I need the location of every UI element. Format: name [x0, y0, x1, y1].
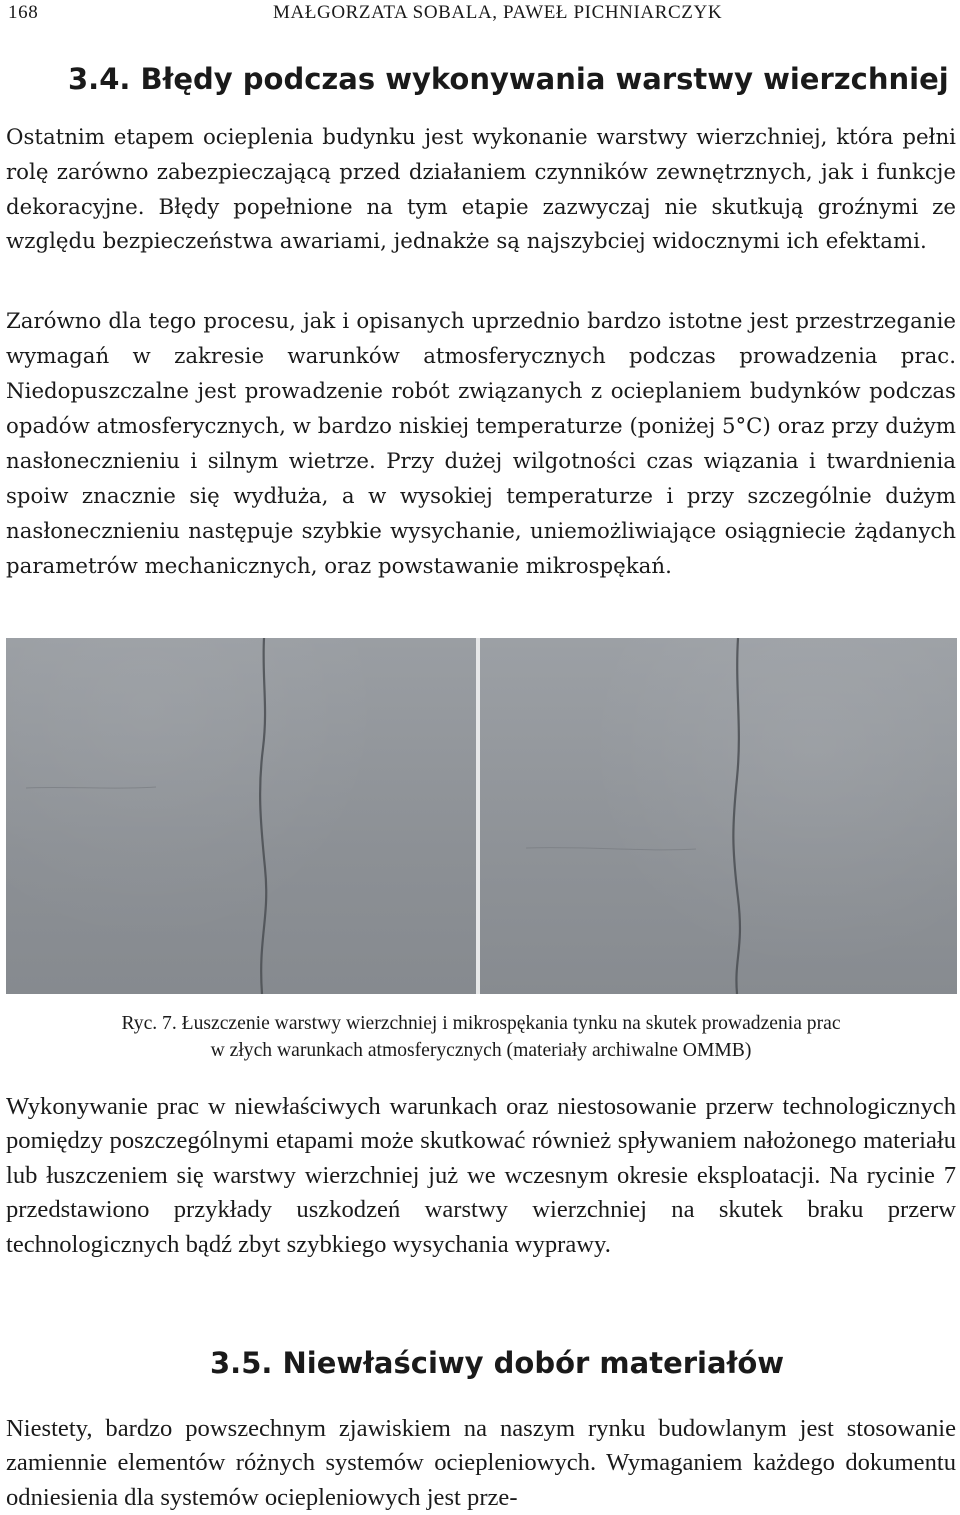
figure-caption: [6, 1010, 956, 1064]
paragraph-material-selection: Niestety, bardzo powszechnym zjawiskiem na naszym rynku budowlanym jest stosowanie zamiennie elementów różnych systemów ociepleniowych. Wymaganiem każdego dokumentu odniesienia dla systemów ociepleniowych jest prze-: [6, 1415, 956, 1511]
paragraph-weather-conditions: Zarówno dla tego procesu, jak i opisanych uprzednio bardzo istotne jest przestrzeganie wymagań w zakresie warunków atmosferycznych podczas prowadzenia prac. Niedopuszczalne jest prowadzenie robót związanych z ocieplaniem budynków podczas opadów atmosferycznych, w bardzo niskiej temperaturze (poniżej 5°C) oraz przy dużym nasłonecznieniu i silnym wietrze. Przy dużej wilgotności czas wiązania i twardnienia spoiw znacznie się wydłuża, a w wysokiej temperaturze i przy szczególnie dużym nasłonecznieniu następuje szybkie wysychanie, uniemożliwiające osiągniecie żądanych parametrów mechanicznych, oraz powstawanie mikrospękań.: [6, 309, 956, 579]
page-number: 168: [8, 2, 39, 23]
paragraph-technological-breaks: Wykonywanie prac w niewłaściwych warunkach oraz niestosowanie przerw technologicznych pomiędzy poszczególnymi etapami może skutkować również spływaniem nałożonego materiału lub łuszczeniem się warstwy wierzchniej już we wczesnym okresie eksploatacji. Na rycinie 7 przedstawiono przykłady uszkodzeń warstwy wierzchniej na skutek braku przerw technologicznych bądź zbyt szybkiego wysychania wyprawy.: [6, 1093, 956, 1258]
section-heading-3-5: 3.5. Niewłaściwy dobór materiałów: [210, 1346, 785, 1380]
caption-line-2: w złych warunkach atmosferycznych (materiały archiwalne OMMB): [210, 1040, 752, 1061]
caption-line-1: Ryc. 7. Łuszczenie warstwy wierzchniej i mikrospękania tynku na skutek prowadzenia prac: [121, 1013, 841, 1034]
crack-line-2: [733, 638, 740, 994]
crack-line-1: [260, 638, 266, 994]
section-heading-3-4: 3.4. Błędy podczas wykonywania warstwy wierzchniej: [68, 62, 949, 96]
running-title: MAŁGORZATA SOBALA, PAWEŁ PICHNIARCZYK: [273, 2, 723, 23]
figure-plaster-photo: [6, 638, 957, 994]
paragraph-top-layer-intro: Ostatnim etapem ocieplenia budynku jest wykonanie warstwy wierzchniej, która pełni rolę zarówno zabezpieczającą przed działaniem czynników zewnętrznych, jak i funkcje dekoracyjne. Błędy popełnione na tym etapie zazwyczaj nie skutkują groźnymi ze względu bezpieczeństwa awariami, jednakże są najszybciej widocznymi ich efektami.: [6, 125, 956, 255]
running-header: [8, 2, 952, 28]
crack-line-3: [26, 787, 156, 788]
crack-line-4: [526, 848, 696, 850]
plaster-cracks-overlay: [6, 638, 957, 994]
